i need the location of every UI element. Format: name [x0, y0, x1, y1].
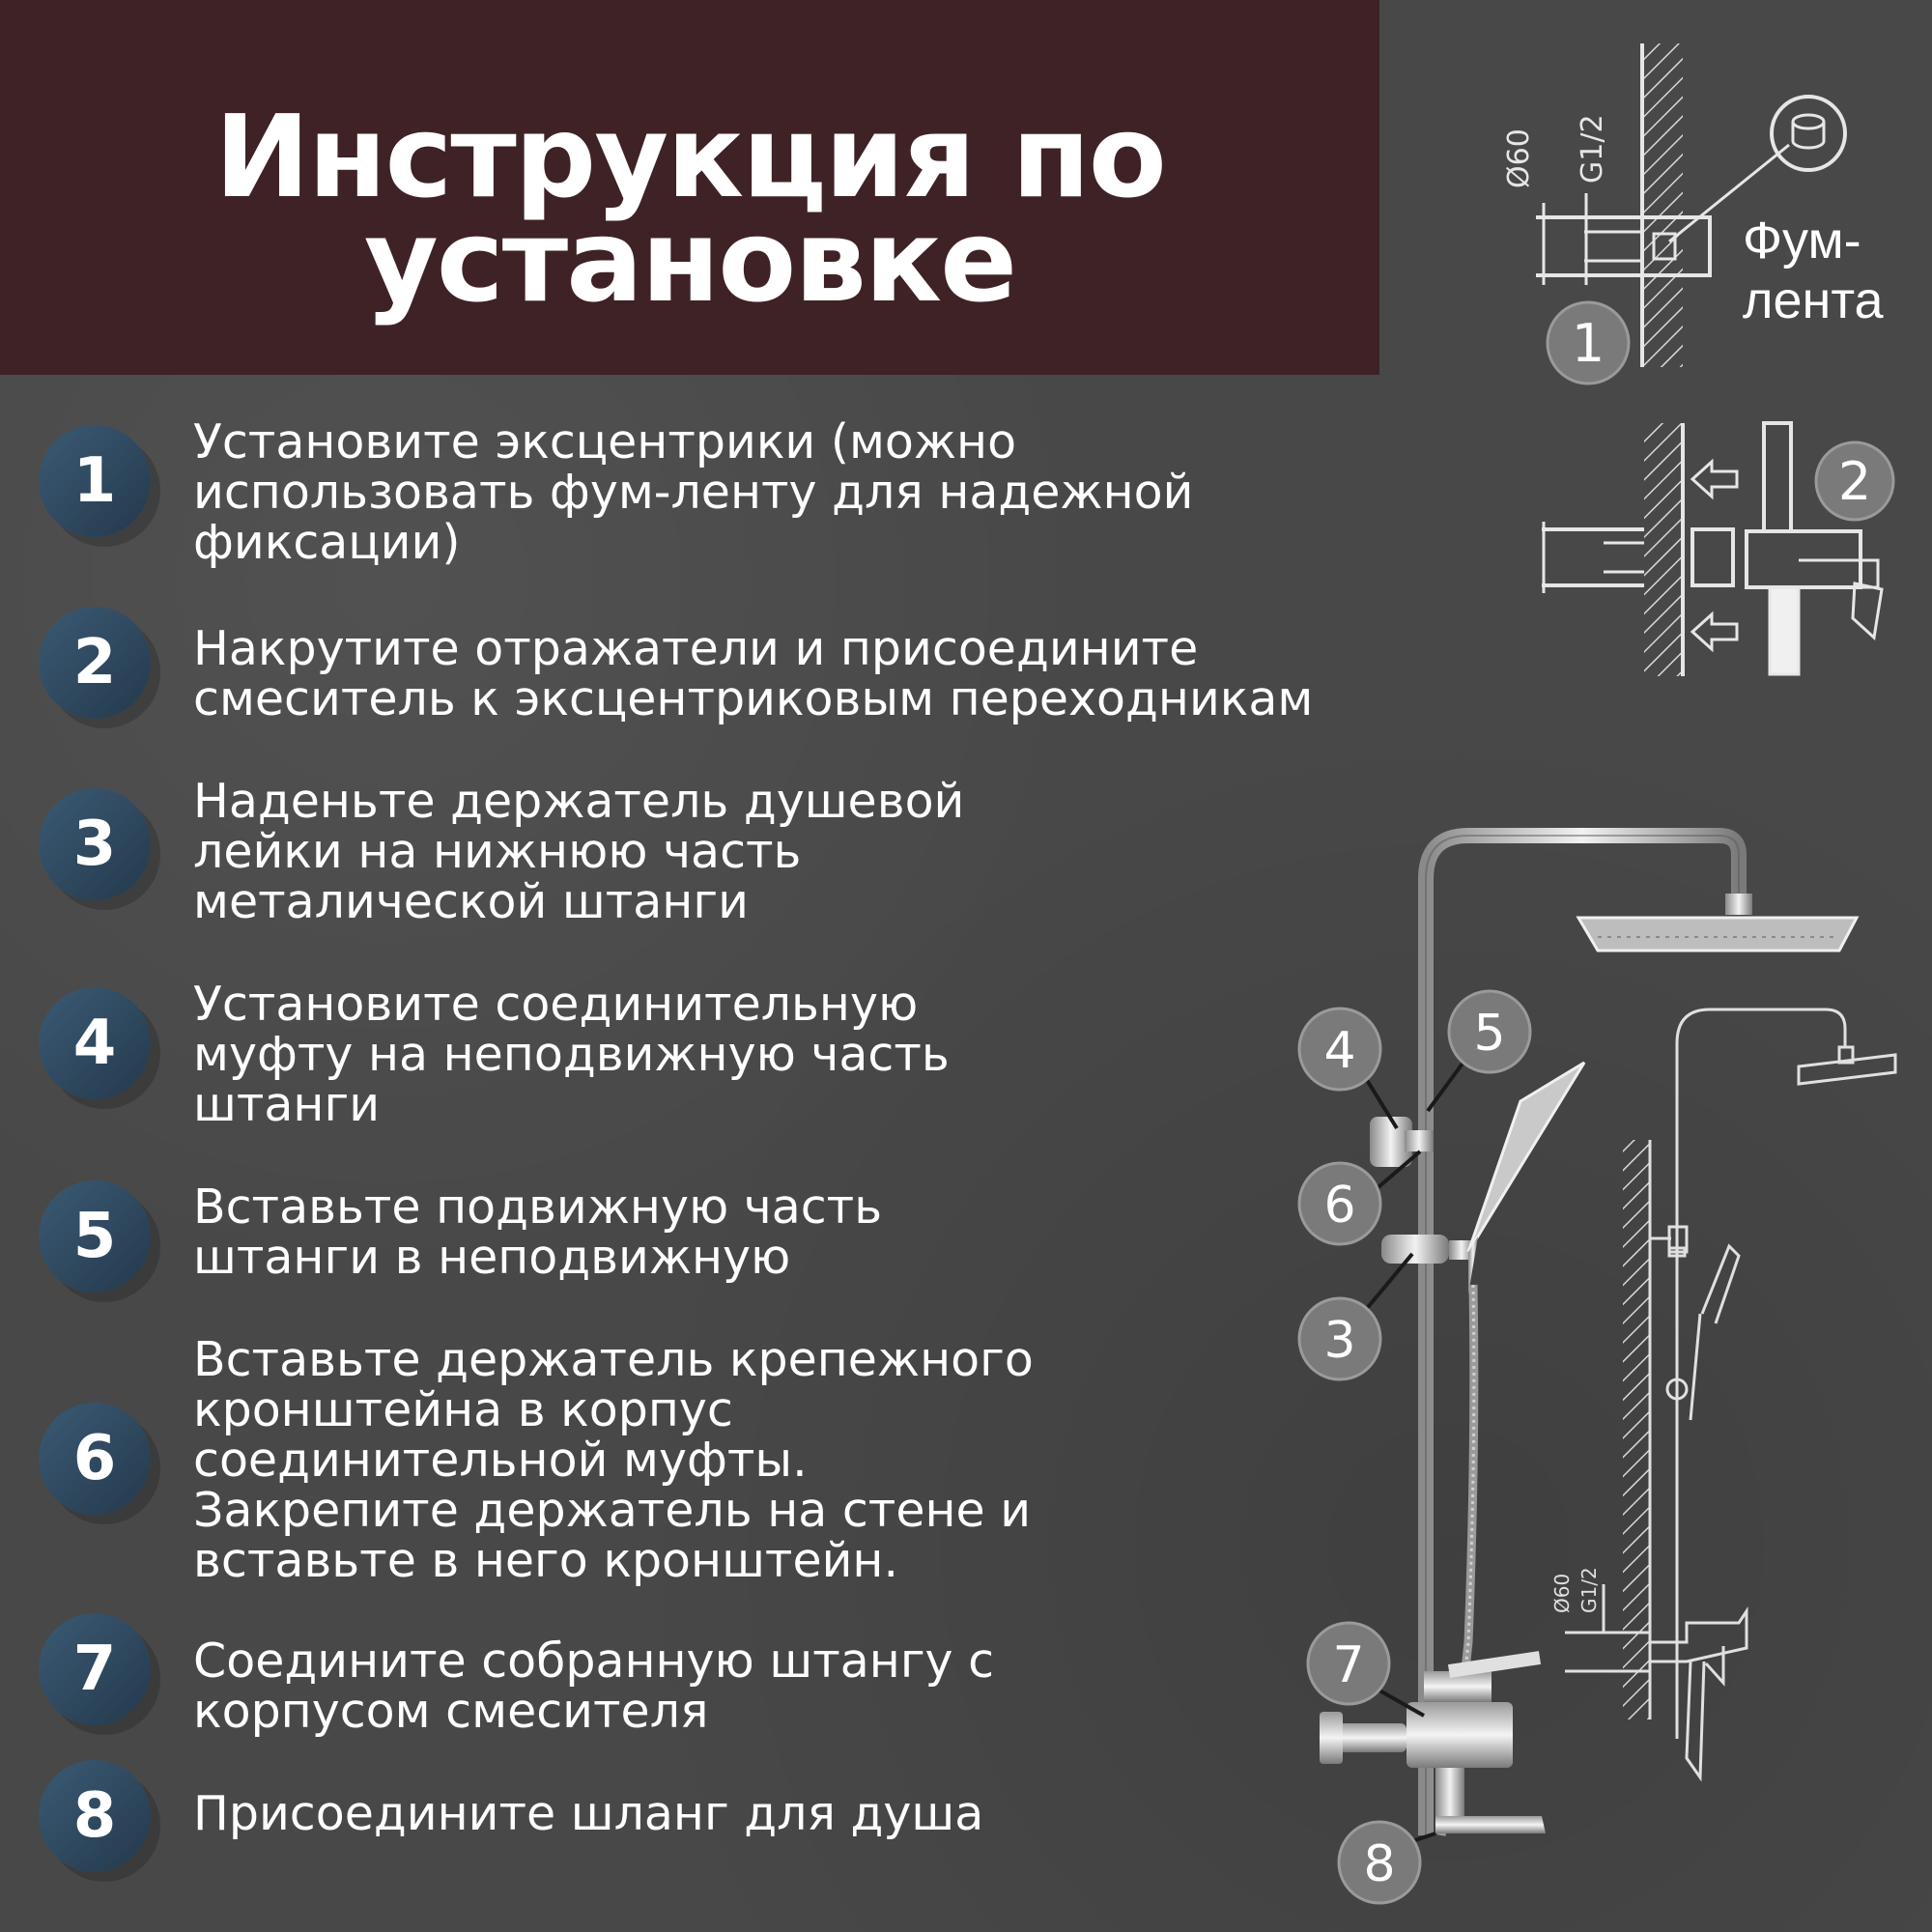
- tape-callout-circle: [1772, 97, 1845, 170]
- dim-thread: G1/2: [1576, 114, 1609, 184]
- marker-8: 8: [1363, 1835, 1396, 1893]
- dim-diameter-small: Ø60: [1550, 1573, 1574, 1613]
- marker-1: 1: [1571, 313, 1605, 374]
- step-badge-3: 3: [39, 788, 151, 900]
- mixer-body: [1406, 1702, 1513, 1768]
- step-text-2: Накрутите отражатели и присоедините смеситель к эксцентриковым переходникам: [193, 621, 1314, 726]
- step-text-6: Вставьте держатель крепежного кронштейна в корпус соединительной муфты. Закрепите держатель на стене и вставьте в него кронштейн.: [193, 1332, 1034, 1588]
- step-text-5: Вставьте подвижную часть штанги в неподвижную: [193, 1179, 883, 1285]
- shower-system-image: [1299, 836, 1857, 1903]
- marker-6: 6: [1323, 1177, 1356, 1235]
- tape-roll-icon: [1793, 115, 1824, 128]
- technical-side-drawing: [1565, 1009, 1895, 1777]
- rain-shower-head: [1578, 918, 1857, 951]
- arrow-lower-icon: [1692, 614, 1737, 649]
- step-text-1: Установите эксцентрики (можно использовать фум-ленту для надежной фиксации): [193, 414, 1194, 570]
- step-text-3: Наденьте держатель душевой лейки на нижнюю часть металической штанги: [193, 774, 965, 929]
- step-text-4: Установите соединительную муфту на неподвижную часть штанги: [193, 977, 950, 1132]
- step-badge-5: 5: [39, 1180, 151, 1293]
- step-badge-6: 6: [39, 1403, 151, 1515]
- slide-holder: [1381, 1235, 1449, 1264]
- step-badge-1: 1: [39, 425, 151, 537]
- marker-7: 7: [1332, 1636, 1365, 1694]
- dim-thread-small: G1/2: [1577, 1567, 1601, 1613]
- title-line-1: Инструкция по: [214, 90, 1165, 223]
- step-text-8: Присоедините шланг для душа: [193, 1786, 984, 1841]
- marker-2: 2: [1837, 451, 1872, 512]
- step-badge-2: 2: [39, 607, 151, 719]
- marker-5: 5: [1473, 1005, 1506, 1063]
- wall-hatch-2: [1644, 423, 1683, 676]
- marker-3: 3: [1323, 1312, 1356, 1370]
- step-text-7: Соедините собранную штангу с корпусом смесителя: [193, 1634, 995, 1739]
- bath-spout: [1435, 1816, 1546, 1833]
- tape-label: Фум- лента: [1743, 212, 1884, 329]
- arrow-upper-icon: [1692, 462, 1737, 497]
- hand-shower: [1468, 1063, 1584, 1252]
- title-line-2: установке: [363, 194, 1016, 327]
- wall-hatch-1: [1642, 43, 1683, 367]
- step-badge-7: 7: [39, 1613, 151, 1725]
- dim-diameter: Ø60: [1502, 128, 1536, 188]
- marker-4: 4: [1323, 1022, 1356, 1080]
- step-badge-4: 4: [39, 987, 151, 1099]
- step-badge-8: 8: [39, 1760, 151, 1872]
- diagram-reflector: [1542, 423, 1893, 676]
